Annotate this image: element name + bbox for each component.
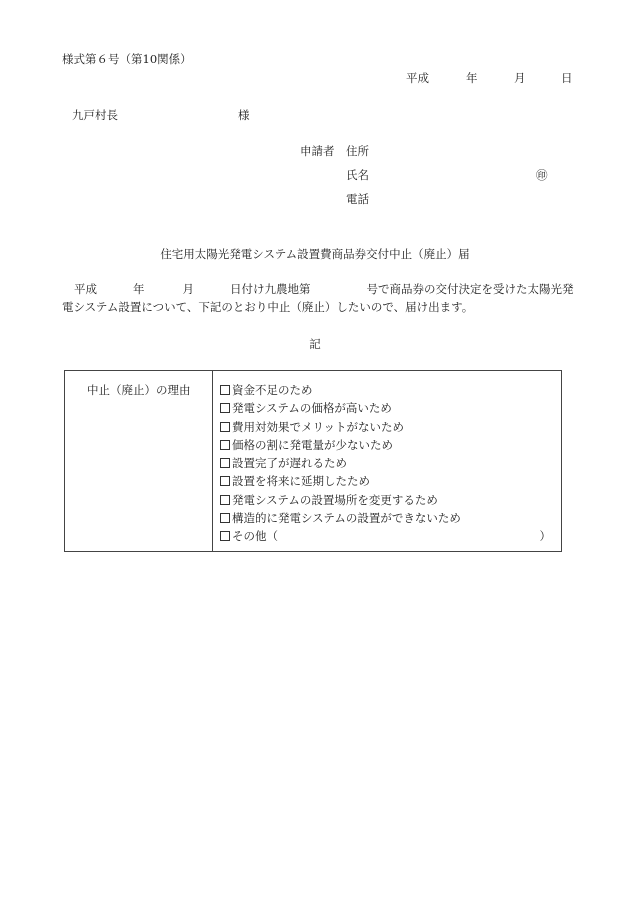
body-month: 月 <box>182 282 194 296</box>
reason-item: 発電システムの価格が高いため <box>220 399 461 417</box>
checkbox-icon[interactable] <box>220 531 230 541</box>
addressee-name: 九戸村長 <box>72 108 118 122</box>
reason-item: 価格の割に発電量が少ないため <box>220 436 461 454</box>
seal-mark: ㊞ <box>536 168 548 182</box>
addressee-suffix: 様 <box>238 108 250 122</box>
checkbox-icon[interactable] <box>220 440 230 450</box>
reason-table <box>64 370 562 552</box>
body-era: 平成 <box>74 282 97 296</box>
reason-label: 中止（廃止）の理由 <box>87 383 191 397</box>
checkbox-icon[interactable] <box>220 513 230 523</box>
date-month: 月 <box>514 71 526 85</box>
form-number: 様式第６号（第10関係） <box>62 52 192 66</box>
reason-item: 設置完了が遅れるため <box>220 454 461 472</box>
body-date-part: 日付け九農地第 <box>230 282 311 296</box>
checkbox-icon[interactable] <box>220 385 230 395</box>
checkbox-icon[interactable] <box>220 458 230 468</box>
phone-label: 電話 <box>346 192 369 206</box>
ki-heading: 記 <box>309 337 321 351</box>
date-year: 年 <box>466 71 478 85</box>
checkbox-icon[interactable] <box>220 476 230 486</box>
body-rest: 号で商品券の交付決定を受けた太陽光発電システム設置について、下記のとおり中止（廃止）したいので、届け出ます。 <box>62 282 574 314</box>
reason-item: 設置を将来に延期したため <box>220 472 461 490</box>
reason-list <box>220 381 461 546</box>
reason-label-cell <box>65 371 213 551</box>
reason-item: 構造的に発電システムの設置ができないため <box>220 509 461 527</box>
address-label: 住所 <box>346 144 369 158</box>
reason-item: 資金不足のため <box>220 381 461 399</box>
applicant-role: 申請者 <box>300 144 335 158</box>
body-year: 年 <box>133 282 145 296</box>
checkbox-icon[interactable] <box>220 422 230 432</box>
reason-item: 発電システムの設置場所を変更するため <box>220 491 461 509</box>
other-close-paren: ） <box>539 529 551 543</box>
checkbox-icon[interactable] <box>220 403 230 413</box>
reason-item-other: その他（ <box>220 527 461 545</box>
date-day: 日 <box>561 71 573 85</box>
reason-item: 費用対効果でメリットがないため <box>220 418 461 436</box>
name-label: 氏名 <box>346 168 369 182</box>
document-title: 住宅用太陽光発電システム設置費商品券交付中止（廃止）届 <box>160 247 470 261</box>
checkbox-icon[interactable] <box>220 495 230 505</box>
body-paragraph <box>62 280 582 316</box>
date-era: 平成 <box>406 71 429 85</box>
